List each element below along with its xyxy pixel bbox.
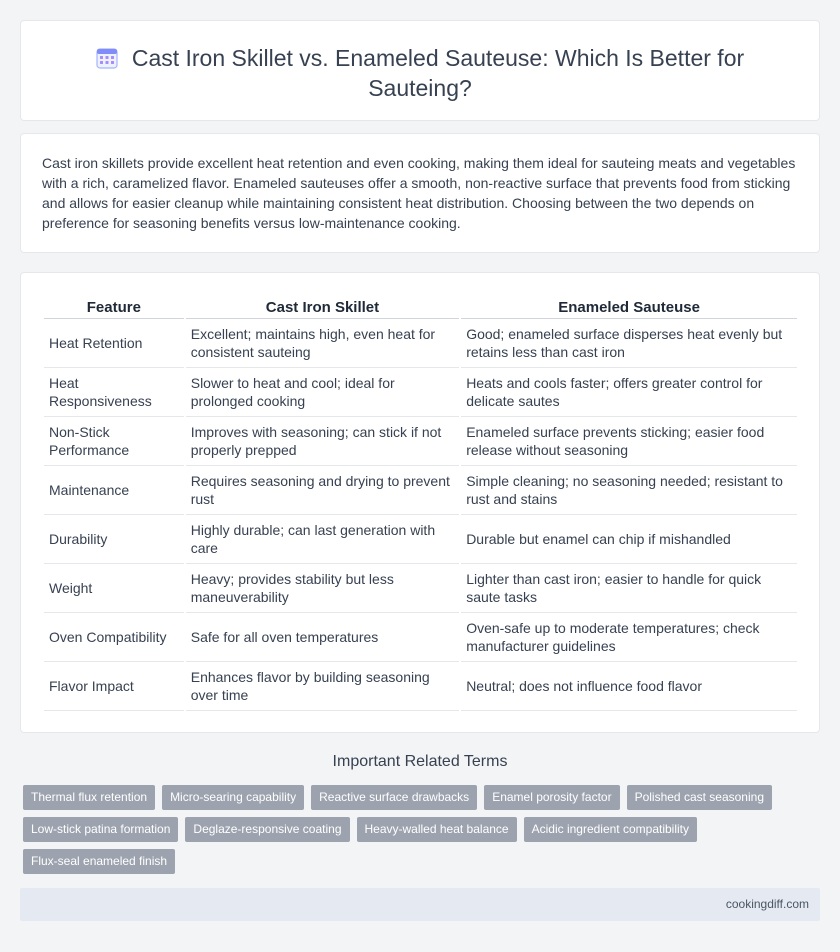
related-terms-heading: Important Related Terms: [332, 753, 508, 770]
feature-cell: Heat Retention: [44, 319, 184, 368]
title-card: [20, 20, 820, 121]
table-row: [44, 368, 797, 417]
enameled-cell: Neutral; does not influence food flavor: [461, 662, 797, 711]
cast-iron-cell: Improves with seasoning; can stick if not properly prepped: [186, 417, 459, 466]
cast-iron-cell: Safe for all oven temperatures: [186, 613, 459, 662]
term-tag[interactable]: Polished cast seasoning: [627, 785, 772, 810]
term-tag[interactable]: Heavy-walled heat balance: [357, 817, 517, 842]
intro-card: [20, 133, 820, 253]
page-title: [61, 43, 779, 103]
feature-cell: Weight: [44, 564, 184, 613]
column-header-enameled: Enameled Sauteuse: [461, 297, 797, 319]
cast-iron-cell: Slower to heat and cool; ideal for prolonged cooking: [186, 368, 459, 417]
feature-cell: Flavor Impact: [44, 662, 184, 711]
table-row: [44, 417, 797, 466]
term-tag[interactable]: Flux-seal enameled finish: [23, 849, 175, 874]
feature-cell: Durability: [44, 515, 184, 564]
table-row: [44, 466, 797, 515]
table-row: [44, 564, 797, 613]
enameled-cell: Heats and cools faster; offers greater control for delicate sautes: [461, 368, 797, 417]
cast-iron-cell: Excellent; maintains high, even heat for consistent sauteing: [186, 319, 459, 368]
term-tag[interactable]: Deglaze-responsive coating: [185, 817, 349, 842]
feature-cell: Non-Stick Performance: [44, 417, 184, 466]
column-header-feature: Feature: [44, 297, 184, 319]
page-title-text: Cast Iron Skillet vs. Enameled Sauteuse: Which Is Better for Sauteing?: [131, 45, 745, 101]
term-tag[interactable]: Thermal flux retention: [23, 785, 155, 810]
cast-iron-cell: Heavy; provides stability but less maneuverability: [186, 564, 459, 613]
feature-cell: Oven Compatibility: [44, 613, 184, 662]
table-row: [44, 613, 797, 662]
table-row: [44, 319, 797, 368]
related-terms-list: [23, 785, 813, 881]
enameled-cell: Simple cleaning; no seasoning needed; resistant to rust and stains: [461, 466, 797, 515]
enameled-cell: Durable but enamel can chip if mishandled: [461, 515, 797, 564]
footer: [20, 888, 820, 921]
table-row: [44, 662, 797, 711]
cast-iron-cell: Requires seasoning and drying to prevent rust: [186, 466, 459, 515]
cast-iron-cell: Enhances flavor by building seasoning over time: [186, 662, 459, 711]
enameled-cell: Lighter than cast iron; easier to handle for quick saute tasks: [461, 564, 797, 613]
term-tag[interactable]: Enamel porosity factor: [484, 785, 619, 810]
comparison-card: [20, 272, 820, 733]
enameled-cell: Oven-safe up to moderate temperatures; check manufacturer guidelines: [461, 613, 797, 662]
enameled-cell: Enameled surface prevents sticking; easier food release without seasoning: [461, 417, 797, 466]
table-header-row: [44, 297, 797, 319]
term-tag[interactable]: Reactive surface drawbacks: [311, 785, 477, 810]
comparison-table: [42, 297, 799, 711]
footer-site-link[interactable]: cookingdiff.com: [725, 897, 809, 911]
term-tag[interactable]: Acidic ingredient compatibility: [524, 817, 697, 842]
column-header-cast-iron: Cast Iron Skillet: [186, 297, 459, 319]
feature-cell: Maintenance: [44, 466, 184, 515]
calendar-icon: [96, 47, 118, 69]
enameled-cell: Good; enameled surface disperses heat evenly but retains less than cast iron: [461, 319, 797, 368]
cast-iron-cell: Highly durable; can last generation with care: [186, 515, 459, 564]
intro-paragraph: Cast iron skillets provide excellent heat retention and even cooking, making them ideal for sauteing meats and vegetables with a rich, caramelized flavor. Enameled sauteuses offer a smooth, non-reactive surface that prevents food from sticking and allows for easier cleanup while maintaining consistent heat distribution. Choosing between the two depends on preference for seasoning benefits versus low-maintenance cooking.: [42, 155, 796, 231]
term-tag[interactable]: Micro-searing capability: [162, 785, 304, 810]
feature-cell: Heat Responsiveness: [44, 368, 184, 417]
table-row: [44, 515, 797, 564]
term-tag[interactable]: Low-stick patina formation: [23, 817, 178, 842]
